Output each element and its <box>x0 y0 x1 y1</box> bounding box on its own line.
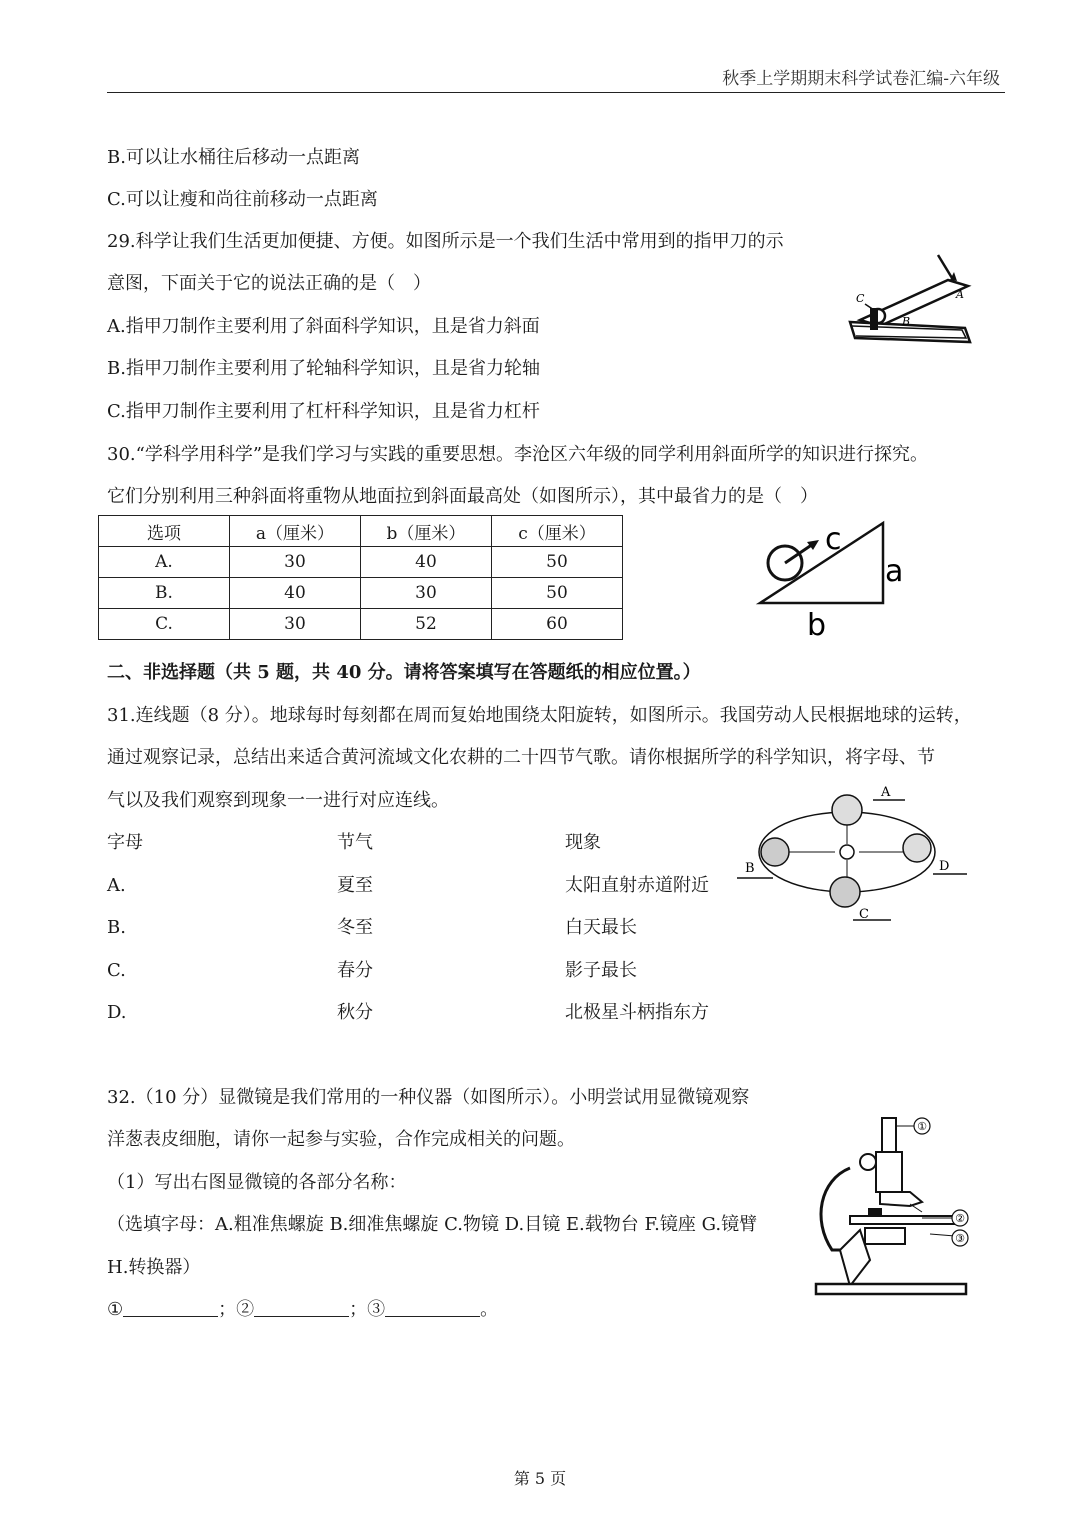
running-header: 秋季上学期期末科学试卷汇编-六年级 <box>722 69 1000 89</box>
earth-c <box>830 877 860 907</box>
table-cell: C. <box>99 609 230 640</box>
q32-choices-line1: （选填字母：A.粗准焦螺旋 B.细准焦螺旋 C.物镜 D.目镜 E.载物台 F.镜座 G.镜臂 <box>107 1214 758 1235</box>
q31-stem-line2: 通过观察记录，总结出来适合黄河流域文化农耕的二十四节气歌。请你根据所学的科学知识，将字母、节 <box>107 747 935 768</box>
blank-label-1: ① <box>107 1299 124 1320</box>
q30-stem-line1: 30.“学科学用科学”是我们学习与实践的重要思想。李沧区六年级的同学利用斜面所学的知识进行探究。 <box>107 444 929 465</box>
table-cell: 50 <box>492 578 623 609</box>
q31-stem-line1: 31.连线题（8 分）。地球每时每刻都在周而复始地围绕太阳旋转，如图所示。我国劳动人民根据地球的运转， <box>107 705 972 726</box>
force-arrow-line <box>938 255 952 278</box>
label-a: A <box>881 785 891 800</box>
label-b: B <box>902 315 911 328</box>
earth-orbit-figure <box>735 780 975 930</box>
table-row <box>99 547 623 578</box>
callout-2: ② <box>955 1212 965 1225</box>
q29-option-b: B.指甲刀制作主要利用了轮轴科学知识，且是省力轮轴 <box>107 358 540 379</box>
table-cell: 52 <box>361 609 492 640</box>
table-cell: 60 <box>492 609 623 640</box>
nail-clipper-figure <box>840 250 980 355</box>
q32-sub1: （1）写出右图显微镜的各部分名称： <box>107 1172 407 1193</box>
header-rule <box>107 92 1005 93</box>
table-row <box>99 578 623 609</box>
q29-option-c: C.指甲刀制作主要利用了杠杆科学知识，且是省力杠杆 <box>107 401 540 422</box>
term-item: 春分 <box>337 960 373 981</box>
table-cell: B. <box>99 578 230 609</box>
answer-blank-1[interactable] <box>123 1298 218 1317</box>
blank-label-3: ③ <box>367 1299 386 1320</box>
letter-item: A. <box>107 875 126 896</box>
q32-choices-line2: H.转换器） <box>107 1257 201 1278</box>
label-b: b <box>807 608 827 643</box>
eyepiece <box>882 1118 896 1152</box>
label-c: C <box>856 292 865 305</box>
table-row <box>99 609 623 640</box>
coarse-knob <box>860 1154 876 1170</box>
answer-blanks-row <box>107 1298 498 1322</box>
q32-stem-line2: 洋葱表皮细胞，请你一起参与实验，合作完成相关的问题。 <box>107 1129 575 1150</box>
page-number: 第 5 页 <box>513 1469 567 1488</box>
clipper-post <box>870 308 878 330</box>
table-header-cell: b（厘米） <box>361 516 492 547</box>
table-header-cell: 选项 <box>99 516 230 547</box>
slope-options-table <box>98 515 623 640</box>
label-a: A <box>956 288 964 301</box>
table-cell: 40 <box>230 578 361 609</box>
letters-column-head: 字母 <box>107 832 143 853</box>
phenomenon-item: 太阳直射赤道附近 <box>565 875 709 896</box>
inclined-plane-figure <box>755 515 915 645</box>
phenomenon-item: 北极星斗柄指东方 <box>565 1002 709 1023</box>
phenomenon-item: 白天最长 <box>565 917 637 938</box>
separator: ； <box>218 1299 237 1320</box>
table-header-cell: a（厘米） <box>230 516 361 547</box>
q29-stem-line2: 意图，下面关于它的说法正确的是（ ） <box>107 273 431 294</box>
q32-stem-line1: 32.（10 分）显微镜是我们常用的一种仪器（如图所示）。小明尝试用显微镜观察 <box>107 1087 750 1108</box>
letter-item: D. <box>107 1002 127 1023</box>
answer-blank-3[interactable] <box>385 1298 480 1317</box>
label-a: a <box>885 554 904 589</box>
terms-column-head: 节气 <box>337 832 373 853</box>
term-item: 冬至 <box>337 917 373 938</box>
table-cell: 30 <box>361 578 492 609</box>
blank-label-2: ② <box>236 1299 255 1320</box>
term-item: 秋分 <box>337 1002 373 1023</box>
q29-stem-line1: 29.科学让我们生活更加便捷、方便。如图所示是一个我们生活中常用到的指甲刀的示 <box>107 231 784 252</box>
q29-option-a: A.指甲刀制作主要利用了斜面科学知识，且是省力斜面 <box>107 316 540 337</box>
stage <box>850 1216 960 1224</box>
earth-d <box>903 834 931 862</box>
phenomena-column-head: 现象 <box>565 832 601 853</box>
earth-b <box>761 838 789 866</box>
table-cell: 30 <box>230 547 361 578</box>
base <box>816 1284 966 1294</box>
phenomenon-item: 影子最长 <box>565 960 637 981</box>
table-header-cell: c（厘米） <box>492 516 623 547</box>
table-header-row <box>99 516 623 547</box>
table-cell: 30 <box>230 609 361 640</box>
separator: ； <box>349 1299 368 1320</box>
q28-option-b: B.可以让水桶往后移动一点距离 <box>107 147 360 168</box>
label-b: B <box>745 861 755 876</box>
answer-blank-2[interactable] <box>254 1298 349 1317</box>
end-mark: 。 <box>480 1299 499 1320</box>
arm <box>821 1168 854 1250</box>
nosepiece <box>880 1192 922 1206</box>
table-cell: 50 <box>492 547 623 578</box>
label-d: D <box>939 859 950 874</box>
section2-title: 二、非选择题（共 5 题，共 40 分。请将答案填写在答题纸的相应位置。） <box>107 662 701 683</box>
term-item: 夏至 <box>337 875 373 896</box>
q31-stem-line3: 气以及我们观察到现象一一进行对应连线。 <box>107 790 449 811</box>
label-c: C <box>859 907 869 922</box>
letter-item: C. <box>107 960 126 981</box>
q28-option-c: C.可以让瘦和尚往前移动一点距离 <box>107 189 378 210</box>
callout-1: ① <box>917 1120 927 1133</box>
lens-tube <box>876 1152 902 1192</box>
letter-item: B. <box>107 917 126 938</box>
table-cell: 40 <box>361 547 492 578</box>
sun <box>840 845 854 859</box>
q30-stem-line2: 它们分别利用三种斜面将重物从地面拉到斜面最高处（如图所示），其中最省力的是（ ） <box>107 486 818 507</box>
label-c: c <box>825 522 842 557</box>
earth-a <box>832 795 862 825</box>
microscope-figure <box>810 1110 980 1300</box>
callout-3: ③ <box>955 1232 965 1245</box>
table-cell: A. <box>99 547 230 578</box>
